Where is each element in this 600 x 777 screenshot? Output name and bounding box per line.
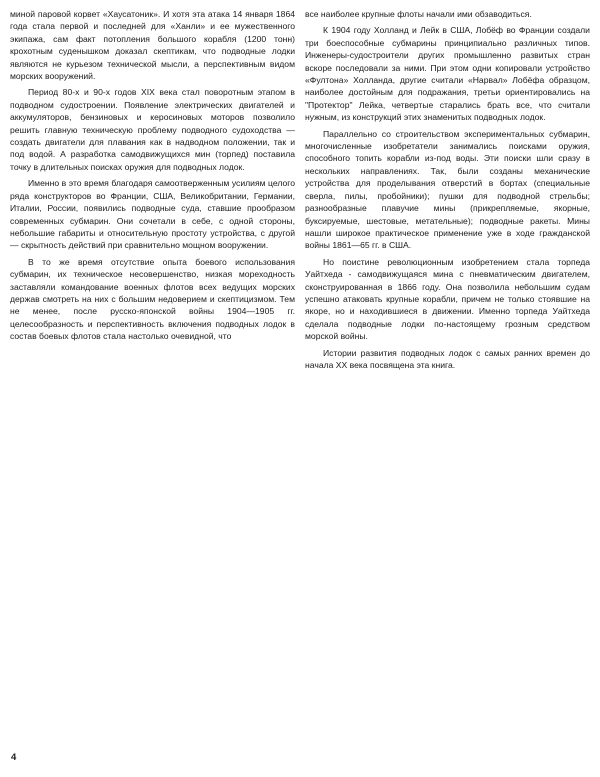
paragraph: Но поистине революционным изобретением стала торпеда Уайтхеда - самодвижущаяся мина с пневматическим двигателем, сконструированная в 1866 году. Она позволила небольшим судам успешно атаковать крупные корабли, причем не только стоявшие на якоре, но и находившиеся в движении. Именно торпеда Уайтхеда сделала подводные лодки по-настоящему грозным средством морской войны.: [305, 256, 590, 342]
paragraph: Период 80-х и 90-х годов XIX века стал поворотным этапом в подводном судостроении. Появление электрических двигателей и аккумуляторов, бензиновых и керосиновых моторов позволило решить главную техническую проблему подводного судоходства — создать двигатели для плавания как в надводном положении, так и под водой. А разработка самодвижущихся мин (торпед) поставила точку в длительных поисках оружия для подводных лодок.: [10, 87, 295, 172]
paragraph: Именно в это время благодаря самоотверженным усилиям целого ряда конструкторов во Франции, США, Великобритании, Германии, Италии, России, появились подводные суда, ставшие прообразом современных субмарин. Они сочетали в себе, с одной стороны, небольшие габариты и относительную простоту устройства, с другой — скрытность действий при сравнительно мощном вооружении.: [10, 178, 295, 251]
paragraph: К 1904 году Холланд и Лейк в США, Лобёф во Франции создали три боеспособные субмарины принципиально различных типов. Инженеры-судостроители других промышленно развитых стран вскоре последовали за ними. При этом одни копировали устройство «Фултона» Холланда, другие считали «Нарвал» Лобёфа образцом, наиболее достойным для подражания, третьи ориентировались на "Протектор" Лейка, четвертые старались брать все, что считали нужным, из конструкций этих знаменитых подводных лодок.: [305, 25, 590, 123]
paragraph: Параллельно со строительством экспериментальных субмарин, многочисленные изобретатели занимались поисками оружия, способного топить корабли из-под воды. Эти поиски шли сразу в нескольких направлениях. Так, были созданы механические устройства для проделывания отверстий в бортах (специальные сверла, пилы, пробойники); пушки для подводной стрельбы; разнообразные плавучие мины (прикрепляемые, якорные, буксируемые, шестовые, метательные); подводные ракеты. Мины нашли широкое практическое применение уже в ходе гражданской войны 1861—65 гг. в США.: [305, 128, 590, 251]
page-number: 4: [11, 752, 17, 763]
paragraph: все наиболее крупные флоты начали ими обзаводиться.: [305, 9, 532, 19]
text-column-left: [10, 8, 295, 375]
text-column-right: [305, 8, 590, 375]
paragraph: миной паровой корвет «Хаусатоник». И хотя эта атака 14 января 1864 года стала первой и последней для «Ханли» и ее мужественного экипажа, сам факт потопления большого корабля (1200 тонн) крохотным суденышком доказал скептикам, что подводные лодки являются не курьезом технической мысли, а перспективным видом морских вооружений.: [10, 9, 295, 82]
paragraph: Истории развития подводных лодок с самых ранних времен до начала XX века посвящена эта книга.: [305, 347, 590, 370]
paragraph: В то же время отсутствие опыта боевого использования субмарин, их техническое несовершенство, низкая мореходность заставляли командование военных флотов всех ведущих морских держав смотреть на них с большим недоверием и скептицизмом. Тем не менее, после русско-японской войны 1904—1905 гг. целесообразность и перспективность включения подводных лодок в состав боевых флотов стала настолько очевидной, что: [10, 256, 295, 342]
page-body: [10, 8, 590, 375]
